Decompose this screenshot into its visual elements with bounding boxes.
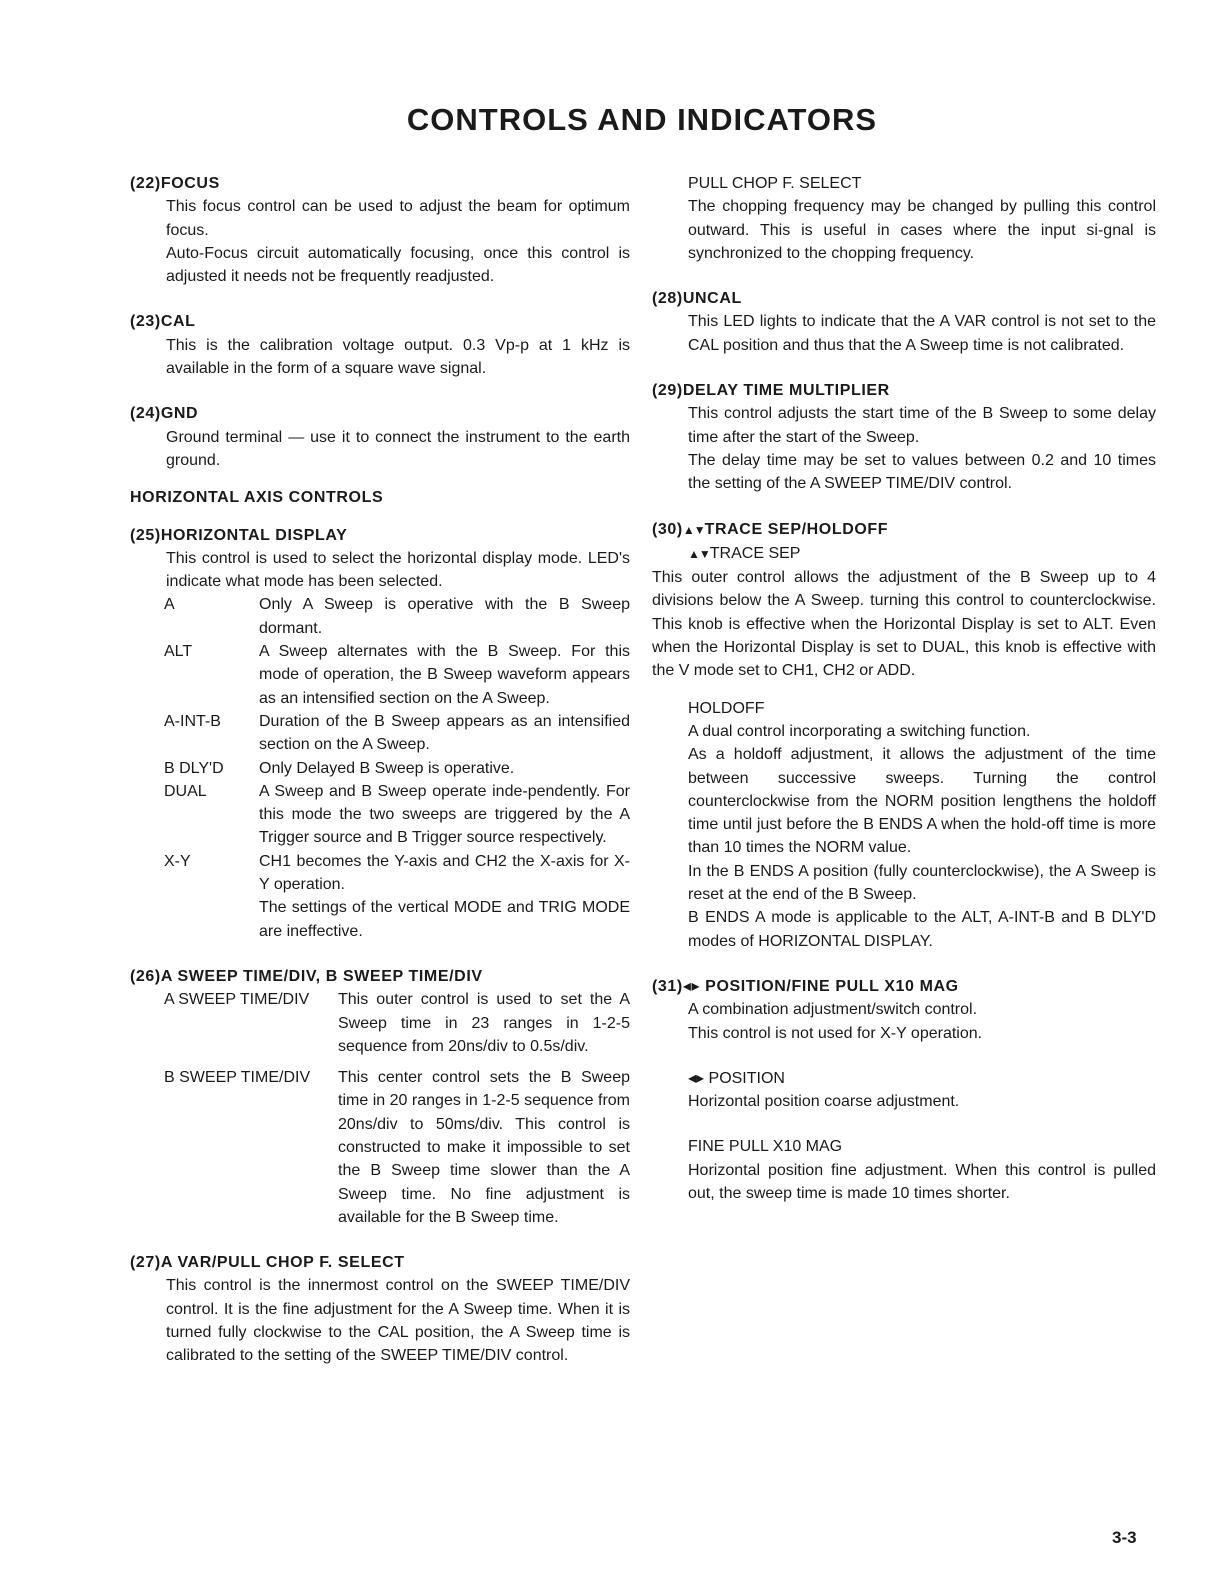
section-heading: HORIZONTAL AXIS CONTROLS xyxy=(130,489,384,507)
delay-line: This control adjusts the start time of the B Sweep to some delay time after the start of the Sweep. xyxy=(688,405,1156,446)
mode-text: Only Delayed B Sweep is operative. xyxy=(259,759,515,777)
focus-line: This focus control can be used to adjust the beam for optimum focus. xyxy=(166,198,630,239)
mode-key: ALT xyxy=(164,643,193,661)
chop-heading: PULL CHOP F. SELECT xyxy=(688,175,862,192)
gnd-text: Ground terminal — use it to connect the instrument to the earth ground. xyxy=(166,428,630,469)
holdoff-line: A dual control incorporating a switching function. xyxy=(688,722,1031,740)
pos-text: Horizontal position coarse adjustment. xyxy=(688,1093,960,1111)
page-title: CONTROLS AND INDICATORS xyxy=(406,102,878,137)
page-number: 3-3 xyxy=(1112,1528,1137,1547)
left-right-arrow-icon: ◂▸ xyxy=(682,977,706,995)
mode-row xyxy=(164,757,630,780)
trace-sub-label: TRACE SEP xyxy=(709,544,801,562)
position-line: A combination adjustment/switch control. xyxy=(688,1001,978,1019)
hdisplay-intro: This control is used to select the horizontal display mode. LED's indicate what mode has been selected. xyxy=(166,549,630,591)
up-down-arrow-icon: ▲▼ xyxy=(682,522,705,537)
avar-heading: (27)A VAR/PULL CHOP F. SELECT xyxy=(130,1254,405,1272)
hdisplay-heading: (25)HORIZONTAL DISPLAY xyxy=(130,526,348,544)
holdoff-line: In the B ENDS A position (fully counterclockwise), the A Sweep is reset at the end of the B Sweep. xyxy=(688,862,1156,904)
mode-row xyxy=(164,780,630,850)
sweep-text: This center control sets the B Sweep time in 20 ranges in 1-2-5 sequence from 20ns/div to 50ms/div. This control is constructed to make it impossible to set the B Sweep time slower than the A Sweep time. No fine adjustment is available for the B Sweep time. xyxy=(338,1069,630,1226)
pos-sub xyxy=(652,1067,1156,1090)
holdoff-line: B ENDS A mode is applicable to the ALT, A-INT-B and B DLY'D modes of HORIZONTAL DISPLAY. xyxy=(688,909,1156,950)
sweep-key: B SWEEP TIME/DIV xyxy=(164,1069,311,1087)
fine-sub: FINE PULL X10 MAG xyxy=(688,1138,843,1156)
holdoff-heading: HOLDOFF xyxy=(688,699,765,717)
focus-body xyxy=(130,195,630,288)
focus-heading: (22)FOCUS xyxy=(130,175,220,192)
sweep-heading: (26)A SWEEP TIME/DIV, B SWEEP TIME/DIV xyxy=(130,967,483,985)
mode-row xyxy=(164,593,630,640)
mode-key: DUAL xyxy=(164,782,207,800)
delay-heading: (29)DELAY TIME MULTIPLIER xyxy=(652,382,890,400)
sweep-text: This outer control is used to set the A Sweep time in 23 ranges in 1-2-5 sequence from 20ns/div to 0.5s/div. xyxy=(338,991,630,1055)
mode-text: Only A Sweep is operative with the B Sweep dormant. xyxy=(259,596,630,637)
position-line: This control is not used for X-Y operation. xyxy=(688,1024,983,1042)
trace-heading-num: (30) xyxy=(652,520,683,538)
gnd-heading: (24)GND xyxy=(130,405,199,423)
cal-heading: (23)CAL xyxy=(130,313,196,331)
cal-text: This is the calibration voltage output. 0.3 Vp-p at 1 kHz is available in the form of a square wave signal. xyxy=(166,336,630,378)
trace-heading xyxy=(652,518,1156,542)
mode-text: A Sweep alternates with the B Sweep. For this mode of operation, the B Sweep waveform appears as an intensified section on the A Sweep. xyxy=(259,643,630,707)
mode-key: X-Y xyxy=(164,852,191,870)
avar-text: This control is the innermost control on the SWEEP TIME/DIV control. It is the fine adjustment for the A Sweep time. When it is turned fully clockwise to the CAL position, the A Sweep time is calibrated to the setting of the SWEEP TIME/DIV control. xyxy=(166,1277,630,1365)
xy-note: The settings of the vertical MODE and TRIG MODE are ineffective. xyxy=(259,899,630,940)
position-heading-num: (31) xyxy=(652,977,683,995)
trace-text: This outer control allows the adjustment of the B Sweep up to 4 divisions below the A Sweep. turning this control to counterclockwise. This knob is effective when the Horizontal Display is set to ALT. Even when the Horizontal Display is set to DUAL, this knob is effective with the V mode set to CH1, CH2 or ADD. xyxy=(652,569,1156,680)
mode-text: Duration of the B Sweep appears as an intensified section on the A Sweep. xyxy=(259,712,630,754)
fine-text: Horizontal position fine adjustment. When this control is pulled out, the sweep time is made 10 times shorter. xyxy=(688,1161,1156,1202)
left-right-arrow-icon: ◂▸ xyxy=(688,1069,709,1087)
mode-row xyxy=(164,896,630,943)
delay-line: The delay time may be set to values between 0.2 and 10 times the setting of the A SWEEP TIME/DIV control. xyxy=(688,451,1156,493)
focus-line: Auto-Focus circuit automatically focusing, once this control is adjusted it needs not be frequently readjusted. xyxy=(166,244,630,286)
mode-key: A xyxy=(164,596,175,614)
pos-sub-label: POSITION xyxy=(708,1069,785,1087)
mode-text: CH1 becomes the Y-axis and CH2 the X-axis for X-Y operation. xyxy=(259,852,630,894)
holdoff-line: As a holdoff adjustment, it allows the adjustment of the time between successive sweeps. Turning the control counterclockwise from the NORM position lengthens the holdoff time until just before the B ENDS A when the hold-off time is more than 10 times the NORM value. xyxy=(688,746,1156,857)
uncal-text: This LED lights to indicate that the A VAR control is not set to the CAL position and thus that the A Sweep time is not calibrated. xyxy=(688,313,1156,354)
mode-list xyxy=(130,593,630,942)
sweep-key: A SWEEP TIME/DIV xyxy=(164,991,310,1009)
position-heading-text: POSITION/FINE PULL X10 MAG xyxy=(705,977,959,995)
sweep-row xyxy=(130,1066,630,1229)
right-column xyxy=(652,172,1156,1205)
mode-key: B DLY'D xyxy=(164,759,224,777)
trace-sub xyxy=(652,542,1156,566)
mode-row xyxy=(164,640,630,710)
position-heading xyxy=(652,975,1156,998)
mode-text: A Sweep and B Sweep operate inde-pendently. For this mode the two sweeps are triggered by the A Trigger source and B Trigger source respectively. xyxy=(259,782,630,847)
chop-text: The chopping frequency may be changed by pulling this control outward. This is useful in cases where the input si-gnal is synchronized to the chopping frequency. xyxy=(688,198,1156,262)
mode-key: A-INT-B xyxy=(164,712,221,730)
uncal-heading: (28)UNCAL xyxy=(652,290,742,308)
up-down-arrow-icon: ▲▼ xyxy=(688,546,710,561)
left-column xyxy=(130,172,630,1368)
sweep-row xyxy=(130,988,630,1058)
mode-row xyxy=(164,850,630,897)
mode-row xyxy=(164,710,630,757)
trace-heading-text: TRACE SEP/HOLDOFF xyxy=(704,520,889,538)
